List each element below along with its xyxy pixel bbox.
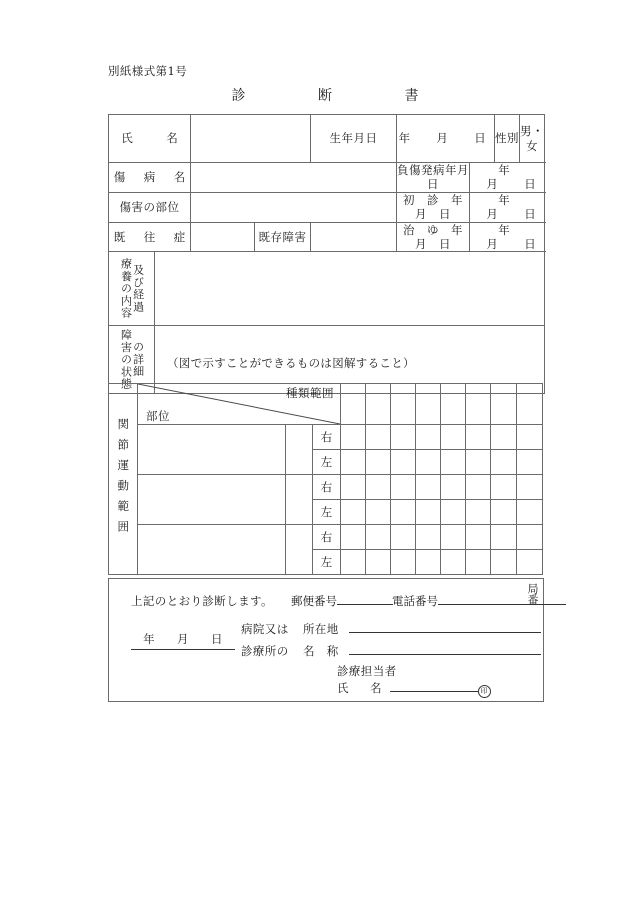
- label-injury-name: 傷 病 名: [109, 163, 191, 193]
- grid-cell[interactable]: [366, 525, 391, 550]
- grid-cell[interactable]: [391, 525, 416, 550]
- grid-cell[interactable]: [517, 525, 543, 550]
- seal-icon: 印: [478, 685, 491, 698]
- grid-cell[interactable]: [491, 450, 517, 475]
- grid-cell[interactable]: [491, 475, 517, 500]
- grid-cell[interactable]: [441, 450, 466, 475]
- grid-cell[interactable]: [391, 500, 416, 525]
- field-first-visit-date-value[interactable]: [470, 192, 545, 222]
- diagonal-label-site: 部位: [146, 408, 170, 423]
- grid-cell[interactable]: [491, 425, 517, 450]
- grid-cell[interactable]: [466, 550, 491, 575]
- joint-row-group1-right: [109, 425, 543, 450]
- field-existing-disability-value[interactable]: [311, 222, 397, 252]
- postal-code-field[interactable]: [291, 593, 393, 609]
- label-side-right-3: 右: [313, 525, 341, 550]
- field-name-value[interactable]: [191, 115, 311, 163]
- cure-year-label: 年: [498, 222, 511, 237]
- doctor-in-charge-label: 診療担当者: [337, 664, 397, 678]
- postal-code-blank[interactable]: [337, 604, 393, 605]
- grid-cell[interactable]: [341, 425, 366, 450]
- grid-cell[interactable]: [416, 384, 441, 425]
- grid-cell[interactable]: [491, 550, 517, 575]
- doctor-name-blank[interactable]: [390, 691, 490, 692]
- label-cure-date: 治 ゆ 年 月 日: [397, 222, 470, 252]
- grid-cell[interactable]: [491, 384, 517, 425]
- grid-cell[interactable]: [441, 425, 466, 450]
- field-injury-name-value[interactable]: [191, 163, 397, 193]
- grid-cell[interactable]: [391, 450, 416, 475]
- cert-year-label: 年: [143, 632, 156, 646]
- label-gender: 性別: [495, 115, 520, 163]
- label-side-left-1: 左: [313, 450, 341, 475]
- field-cure-date-value[interactable]: [470, 222, 545, 252]
- field-birthdate-value[interactable]: [397, 115, 495, 163]
- certification-footer: [108, 578, 544, 702]
- doctor-signature-field[interactable]: [337, 680, 491, 698]
- label-injury-date: 負傷発病年月日: [397, 163, 470, 192]
- grid-cell[interactable]: [517, 384, 543, 425]
- field-joint-site-3[interactable]: [138, 525, 286, 575]
- hospital-name-row: [241, 641, 541, 663]
- birth-year-label: 年: [398, 131, 411, 146]
- field-joint-type-3[interactable]: [286, 525, 313, 575]
- cert-month-label: 月: [177, 632, 189, 646]
- label-medical-history: 既 往 症: [109, 222, 191, 252]
- grid-cell[interactable]: [341, 450, 366, 475]
- grid-cell[interactable]: [391, 475, 416, 500]
- kyoku-label: 局番: [526, 583, 539, 605]
- first-visit-year-label: 年: [498, 192, 511, 207]
- telephone-field[interactable]: [392, 593, 566, 609]
- grid-cell[interactable]: [366, 384, 391, 425]
- grid-cell[interactable]: [466, 500, 491, 525]
- grid-cell[interactable]: [517, 550, 543, 575]
- first-visit-day-label: 日: [524, 207, 537, 222]
- hospital-info-block: [241, 619, 541, 663]
- grid-cell[interactable]: [441, 550, 466, 575]
- field-medical-history-value[interactable]: [191, 222, 255, 252]
- address-blank[interactable]: [349, 632, 541, 633]
- grid-cell[interactable]: [366, 450, 391, 475]
- document-title-text: 診 断 書: [231, 88, 453, 104]
- certification-statement: 上記のとおり診断します。: [131, 594, 273, 608]
- grid-cell[interactable]: [416, 475, 441, 500]
- field-injury-date-value[interactable]: [470, 163, 545, 193]
- grid-cell[interactable]: [416, 425, 441, 450]
- grid-cell[interactable]: [491, 500, 517, 525]
- field-disability-detail-value[interactable]: （図で示すことができるものは図解すること）: [155, 326, 545, 394]
- joint-range-table: [108, 383, 543, 575]
- injury-month-label: 月: [486, 177, 499, 192]
- grid-cell[interactable]: [517, 425, 543, 450]
- grid-cell[interactable]: [391, 550, 416, 575]
- facility-name-blank[interactable]: [349, 654, 541, 655]
- table-row-injury-name: [109, 163, 545, 193]
- table-row-treatment-course: [109, 252, 545, 326]
- grid-cell[interactable]: [391, 384, 416, 425]
- label-joint-range: [109, 384, 138, 575]
- address-label: 所在地: [303, 622, 339, 636]
- label-first-visit-date: 初 診 年 月 日: [397, 192, 470, 222]
- label-side-right-1: 右: [313, 425, 341, 450]
- postal-code-label: 郵便番号: [291, 594, 337, 608]
- grid-cell[interactable]: [517, 450, 543, 475]
- label-injury-site: 傷害の部位: [109, 192, 191, 222]
- table-row-name: [109, 115, 545, 163]
- injury-year-label: 年: [498, 163, 511, 177]
- label-name: 氏 名: [109, 115, 191, 163]
- grid-cell[interactable]: [517, 475, 543, 500]
- diagonal-label-type-range: 種類範囲: [286, 386, 335, 400]
- field-joint-type-2[interactable]: [286, 475, 313, 525]
- grid-cell[interactable]: [416, 450, 441, 475]
- grid-cell[interactable]: [466, 384, 491, 425]
- field-injury-site-value[interactable]: [191, 192, 397, 222]
- grid-cell[interactable]: [341, 384, 366, 425]
- field-gender-options[interactable]: 男・女: [520, 115, 545, 163]
- patient-info-table: [108, 114, 545, 394]
- cure-month-label: 月: [486, 236, 499, 251]
- grid-cell[interactable]: [416, 500, 441, 525]
- field-joint-site-1[interactable]: [138, 425, 286, 475]
- grid-cell[interactable]: [466, 450, 491, 475]
- diagonal-header-cell: [138, 384, 341, 425]
- label-side-left-2: 左: [313, 500, 341, 525]
- certification-date-field[interactable]: [131, 631, 235, 650]
- treatment-course-col-right: 及び経過: [131, 264, 145, 314]
- grid-cell[interactable]: [416, 550, 441, 575]
- grid-cell[interactable]: [466, 475, 491, 500]
- grid-cell[interactable]: [517, 500, 543, 525]
- document-title: [108, 85, 542, 105]
- birth-month-label: 月: [436, 131, 449, 146]
- grid-cell[interactable]: [341, 550, 366, 575]
- cert-day-label: 日: [210, 632, 223, 646]
- label-side-right-2: 右: [313, 475, 341, 500]
- grid-cell[interactable]: [391, 425, 416, 450]
- disability-detail-col-right: の詳細: [131, 341, 145, 379]
- doctor-name-label: 氏 名: [337, 681, 387, 695]
- disability-detail-col-left: 障害の状態: [119, 329, 133, 391]
- cure-day-label: 日: [524, 236, 537, 251]
- hospital-label-line2: 診療所の: [241, 643, 289, 658]
- joint-range-label-text: 関節運動範囲: [116, 417, 131, 541]
- injury-day-label: 日: [524, 177, 537, 192]
- grid-cell[interactable]: [466, 525, 491, 550]
- field-treatment-course-value[interactable]: [155, 252, 545, 326]
- joint-row-group2-right: [109, 475, 543, 500]
- telephone-blank[interactable]: [438, 604, 566, 605]
- joint-header-row: [109, 384, 543, 425]
- grid-cell[interactable]: [466, 425, 491, 450]
- grid-cell[interactable]: [341, 525, 366, 550]
- joint-row-group3-right: [109, 525, 543, 550]
- grid-cell[interactable]: [366, 425, 391, 450]
- table-row-injury-site: [109, 192, 545, 222]
- grid-cell[interactable]: [441, 500, 466, 525]
- field-joint-type-1[interactable]: [286, 425, 313, 475]
- hospital-address-row: [241, 619, 541, 641]
- birth-day-label: 日: [474, 131, 487, 146]
- grid-cell[interactable]: [341, 475, 366, 500]
- grid-cell[interactable]: [366, 550, 391, 575]
- form-number: 別紙様式第1号: [108, 64, 188, 78]
- facility-name-label: 名 称: [303, 643, 339, 658]
- treatment-course-col-left: 療養の内容: [119, 258, 133, 320]
- grid-cell[interactable]: [441, 525, 466, 550]
- grid-cell[interactable]: [366, 475, 391, 500]
- label-existing-disability: 既存障害: [255, 222, 311, 252]
- grid-cell[interactable]: [366, 500, 391, 525]
- first-visit-month-label: 月: [486, 207, 499, 222]
- label-birthdate: 生年月日: [311, 115, 397, 163]
- field-joint-site-2[interactable]: [138, 475, 286, 525]
- hospital-label-line1: 病院又は: [241, 622, 289, 636]
- grid-cell[interactable]: [441, 384, 466, 425]
- label-side-left-3: 左: [313, 550, 341, 575]
- grid-cell[interactable]: [416, 525, 441, 550]
- grid-cell[interactable]: [341, 500, 366, 525]
- grid-cell[interactable]: [491, 525, 517, 550]
- label-treatment-course: [109, 252, 155, 326]
- table-row-history: [109, 222, 545, 252]
- grid-cell[interactable]: [441, 475, 466, 500]
- telephone-label: 電話番号: [392, 594, 438, 608]
